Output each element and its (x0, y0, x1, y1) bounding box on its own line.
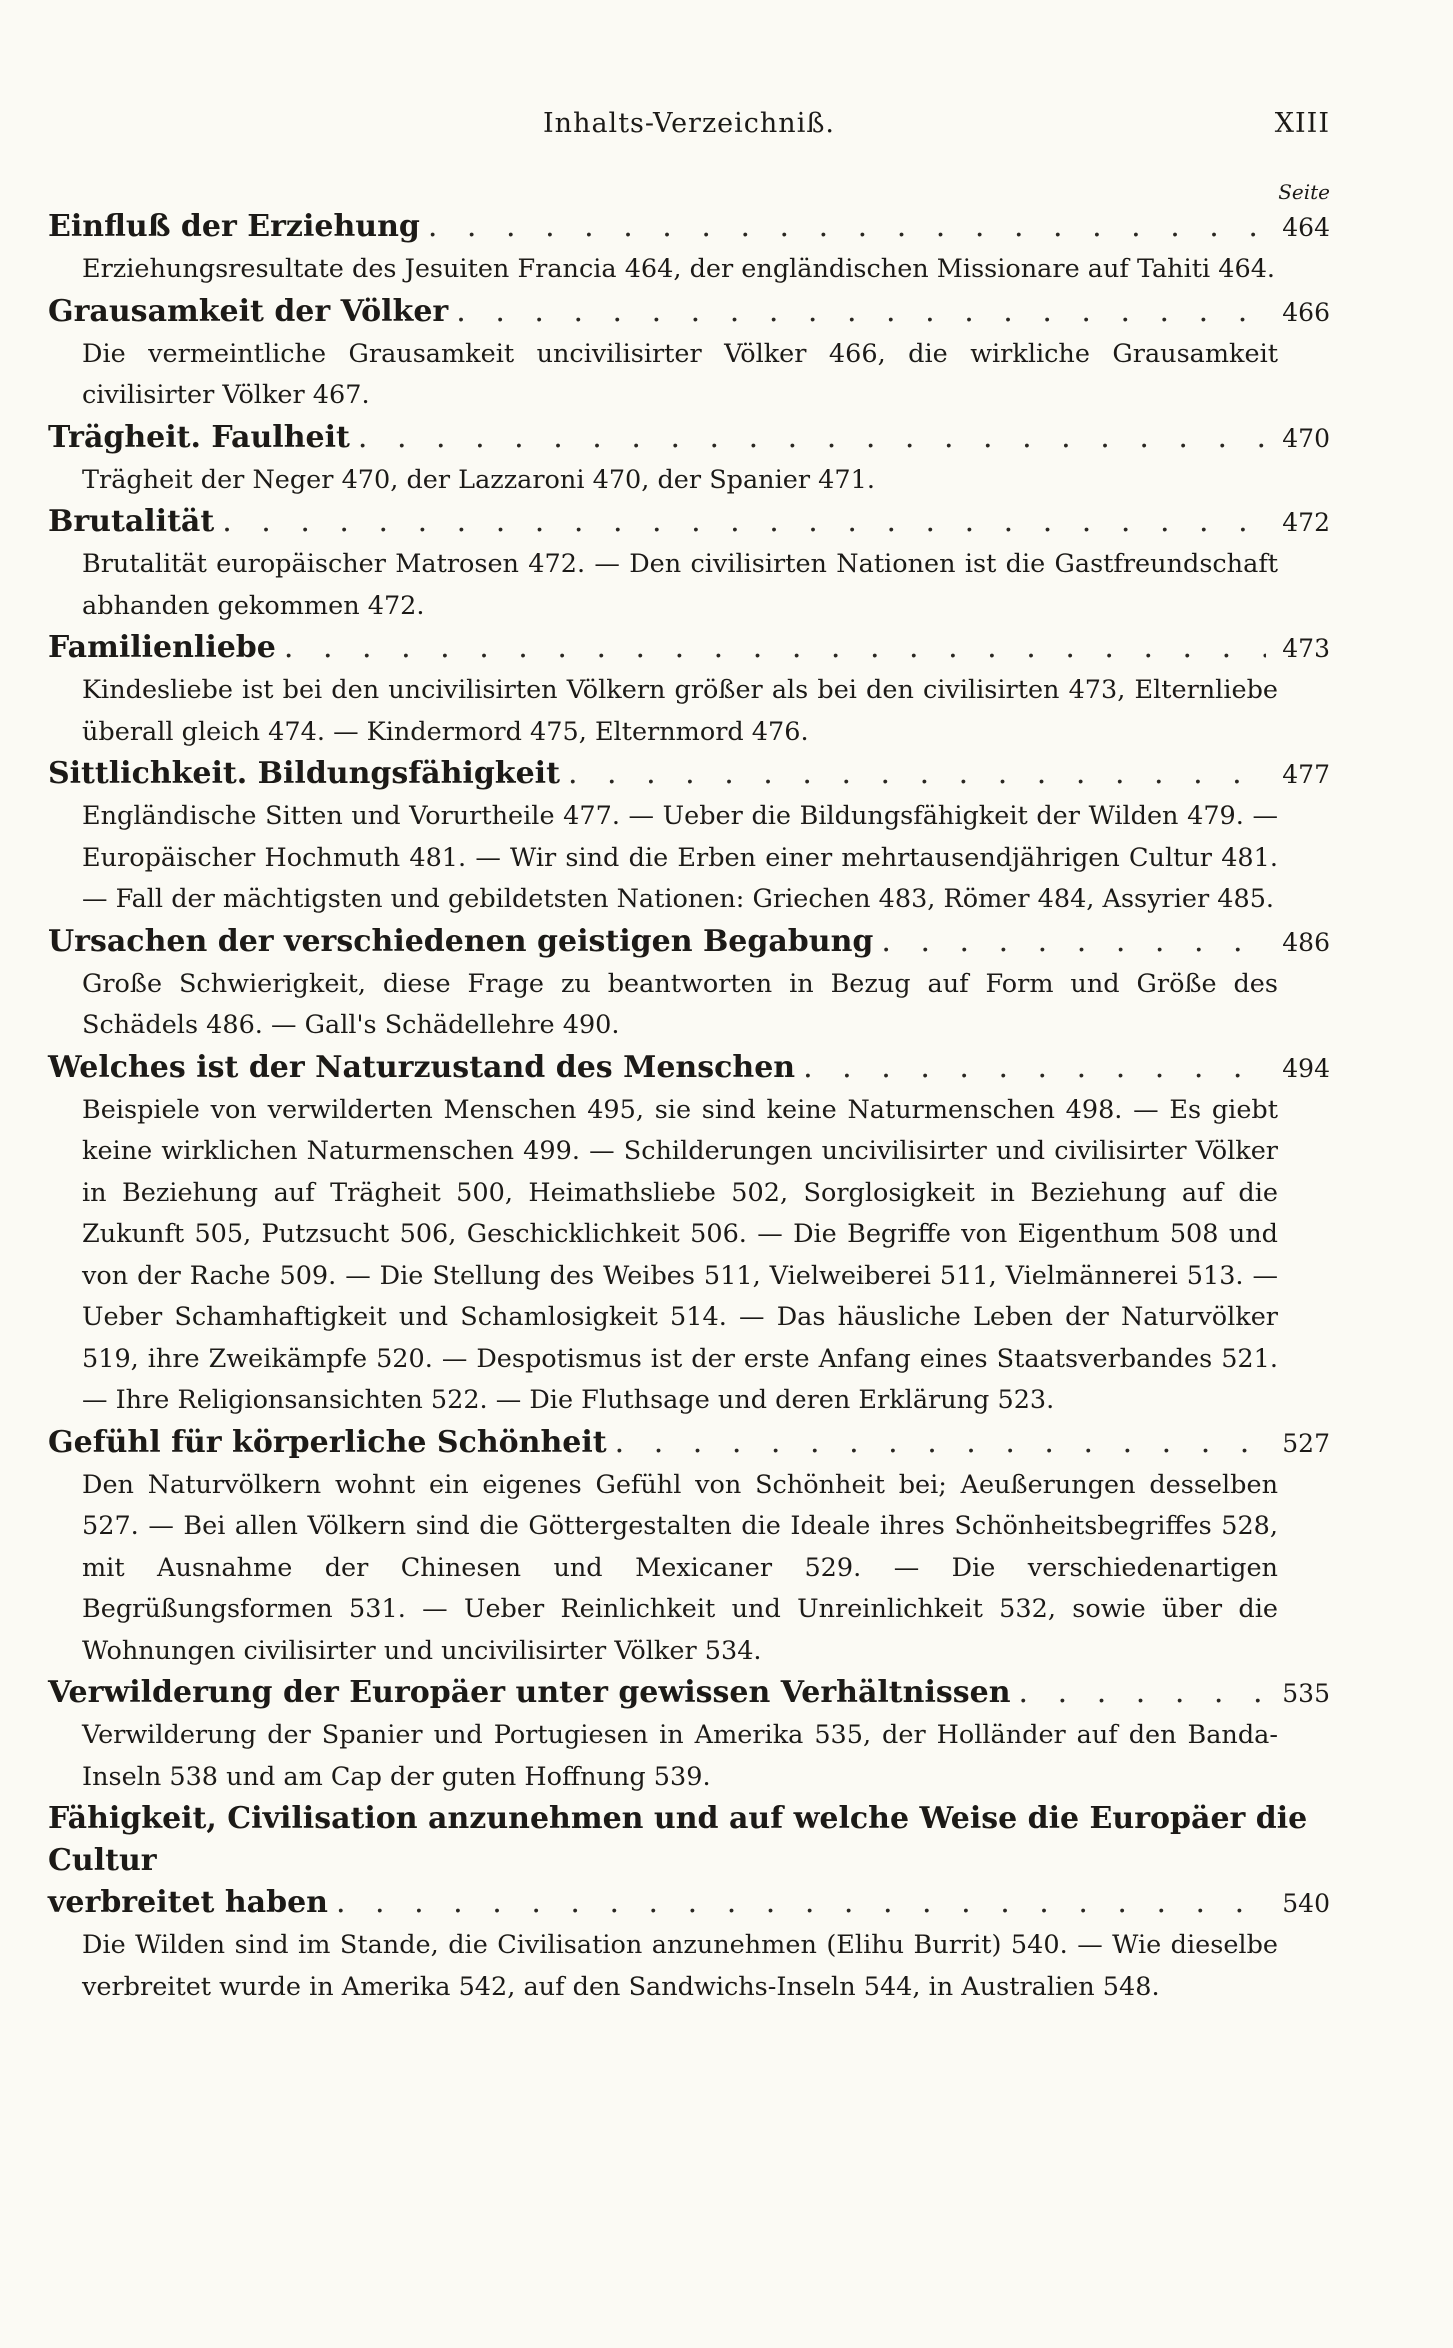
entry-page-number: 486 (1282, 927, 1330, 957)
page-number: XIII (1274, 108, 1330, 139)
entry-heading: Trägheit. Faulheit (48, 419, 350, 455)
entry-heading-line (48, 291, 1330, 334)
toc-entry (48, 501, 1330, 627)
entry-summary: Erziehungsresultate des Jesuiten Francia 464, der engländischen Missionare auf Tahiti 464. (82, 254, 1276, 284)
entry-summary: Die Wilden sind im Stande, die Civilisation anzunehmen (Elihu Burrit) 540. — Wie dieselbe verbreitet wurde in Amerika 542, auf den Sandwichs-Inseln 544, in Australien 548. (82, 1930, 1278, 2002)
entry-heading-line (48, 627, 1330, 670)
dot-leader (284, 627, 1266, 669)
toc-entry (48, 1672, 1330, 1798)
dot-leader (615, 1422, 1266, 1464)
toc-entry (48, 921, 1330, 1047)
entry-summary: Brutalität europäischer Matrosen 472. — Den civilisirten Nationen ist die Gastfreundschaft abhanden gekommen 472. (82, 549, 1278, 621)
entry-summary: Die vermeintliche Grausamkeit uncivilisirter Völker 466, die wirkliche Grausamkeit civilisirter Völker 467. (82, 338, 1278, 410)
toc-entry (48, 1798, 1330, 2008)
entry-summary: Große Schwierigkeit, diese Frage zu beantworten in Bezug auf Form und Größe des Schädels 486. — Gall's Schädellehre 490. (82, 968, 1278, 1040)
entry-heading-line (48, 1422, 1330, 1465)
entry-heading: Brutalität (48, 504, 215, 539)
toc-page (48, 100, 1330, 2008)
entry-summary: Kindesliebe ist bei den uncivilisirten Völkern größer als bei den civilisirten 473, Elternliebe überall gleich 474. — Kindermord 475, Elternmord 476. (82, 675, 1278, 747)
entry-heading-line (48, 1798, 1330, 1925)
entry-page-number: 494 (1282, 1053, 1330, 1083)
entry-heading-line (48, 417, 1330, 460)
entry-page-number: 473 (1282, 634, 1330, 663)
entry-summary: Verwilderung der Spanier und Portugiesen in Amerika 535, der Holländer auf den Banda-Inseln 538 und am Cap der guten Hoffnung 539. (82, 1720, 1278, 1792)
toc-entry (48, 627, 1330, 753)
toc-entry (48, 291, 1330, 417)
entry-page-number: 540 (1282, 1889, 1330, 1918)
entry-heading-continuation (48, 1882, 1330, 1925)
entry-heading: Sittlichkeit. Bildungsfähigkeit (48, 756, 560, 791)
entry-page-number: 466 (1282, 297, 1330, 327)
entry-heading-line (48, 1672, 1330, 1715)
toc-entry (48, 1047, 1330, 1422)
running-head (48, 100, 1330, 160)
entry-page-number: 535 (1282, 1679, 1330, 1708)
entry-heading: Familienliebe (48, 630, 276, 665)
entry-heading: Fähigkeit, Civilisation anzunehmen und auf welche Weise die Europäer die Cultur (48, 1801, 1308, 1878)
dot-leader (358, 417, 1266, 459)
entry-heading: Gefühl für körperliche Schönheit (48, 1424, 607, 1460)
entry-heading-line (48, 1047, 1330, 1090)
toc-entry (48, 753, 1330, 921)
running-title: Inhalts-Verzeichniß. (543, 108, 835, 139)
entry-summary: Engländische Sitten und Vorurtheile 477. — Ueber die Bildungsfähigkeit der Wilden 479. — Europäischer Hochmuth 481. — Wir sind die Erben einer mehrtausendjährigen Cultur 481. — Fall der mächtigsten und gebildetsten Nationen: Griechen 483, Römer 484, Assyrier 485. (82, 801, 1278, 914)
dot-leader (1019, 1672, 1266, 1714)
entry-page-number: 464 (1282, 213, 1330, 242)
entry-page-number: 477 (1282, 760, 1330, 789)
dot-leader (881, 921, 1266, 963)
dot-leader (568, 753, 1266, 795)
entry-heading-line (48, 753, 1330, 796)
dot-leader (803, 1047, 1266, 1089)
entry-heading: Welches ist der Naturzustand des Menschen (48, 1049, 796, 1085)
entry-heading-line (48, 921, 1330, 964)
dot-leader (336, 1882, 1266, 1924)
entry-heading-line2: verbreitet haben (48, 1885, 328, 1920)
entry-heading-line (48, 501, 1330, 544)
dot-leader (456, 291, 1266, 333)
entry-summary: Trägheit der Neger 470, der Lazzaroni 470, der Spanier 471. (82, 464, 875, 495)
entry-heading: Ursachen der verschiedenen geistigen Begabung (48, 923, 874, 959)
entry-heading-line (48, 206, 1330, 249)
toc-entry (48, 1422, 1330, 1673)
dot-leader (222, 501, 1266, 543)
page-column-label: Seite (1278, 180, 1330, 204)
entry-heading: Verwilderung der Europäer unter gewissen Verhältnissen (48, 1675, 1011, 1710)
entry-summary: Beispiele von verwilderten Menschen 495, sie sind keine Naturmenschen 498. — Es giebt keine wirklichen Naturmenschen 499. — Schilderungen uncivilisirter und civilisirter Völker in Beziehung auf Trägheit 500, Heimathsliebe 502, Sorglosigkeit in Beziehung auf die Zukunft 505, Putzsucht 506, Geschicklichkeit 506. — Die Begriffe von Eigenthum 508 und von der Rache 509. — Die Stellung des Weibes 511, Vielweiberei 511, Vielmännerei 513. — Ueber Schamhaftigkeit und Schamlosigkeit 514. — Das häusliche Leben der Naturvölker 519, ihre Zweikämpfe 520. — Despotismus ist der erste Anfang eines Staatsverbandes 521. — Ihre Religionsansichten 522. — Die Fluthsage und deren Erklärung 523. (82, 1094, 1278, 1415)
entry-heading: Grausamkeit der Völker (48, 293, 449, 329)
toc-entry (48, 206, 1330, 291)
entry-heading: Einfluß der Erziehung (48, 209, 420, 244)
entry-page-number: 527 (1282, 1428, 1330, 1458)
toc-entry (48, 417, 1330, 502)
entry-page-number: 470 (1282, 423, 1330, 453)
entry-page-number: 472 (1282, 508, 1330, 537)
dot-leader (428, 206, 1266, 248)
entry-summary: Den Naturvölkern wohnt ein eigenes Gefühl von Schönheit bei; Aeußerungen desselben 527. — Bei allen Völkern sind die Göttergestalten die Ideale ihres Schönheitsbegriffes 528, mit Ausnahme der Chinesen und Mexicaner 529. — Die verschiedenartigen Begrüßungsformen 531. — Ueber Reinlichkeit und Unreinlichkeit 532, sowie über die Wohnungen civilisirter und uncivilisirter Völker 534. (82, 1469, 1278, 1666)
